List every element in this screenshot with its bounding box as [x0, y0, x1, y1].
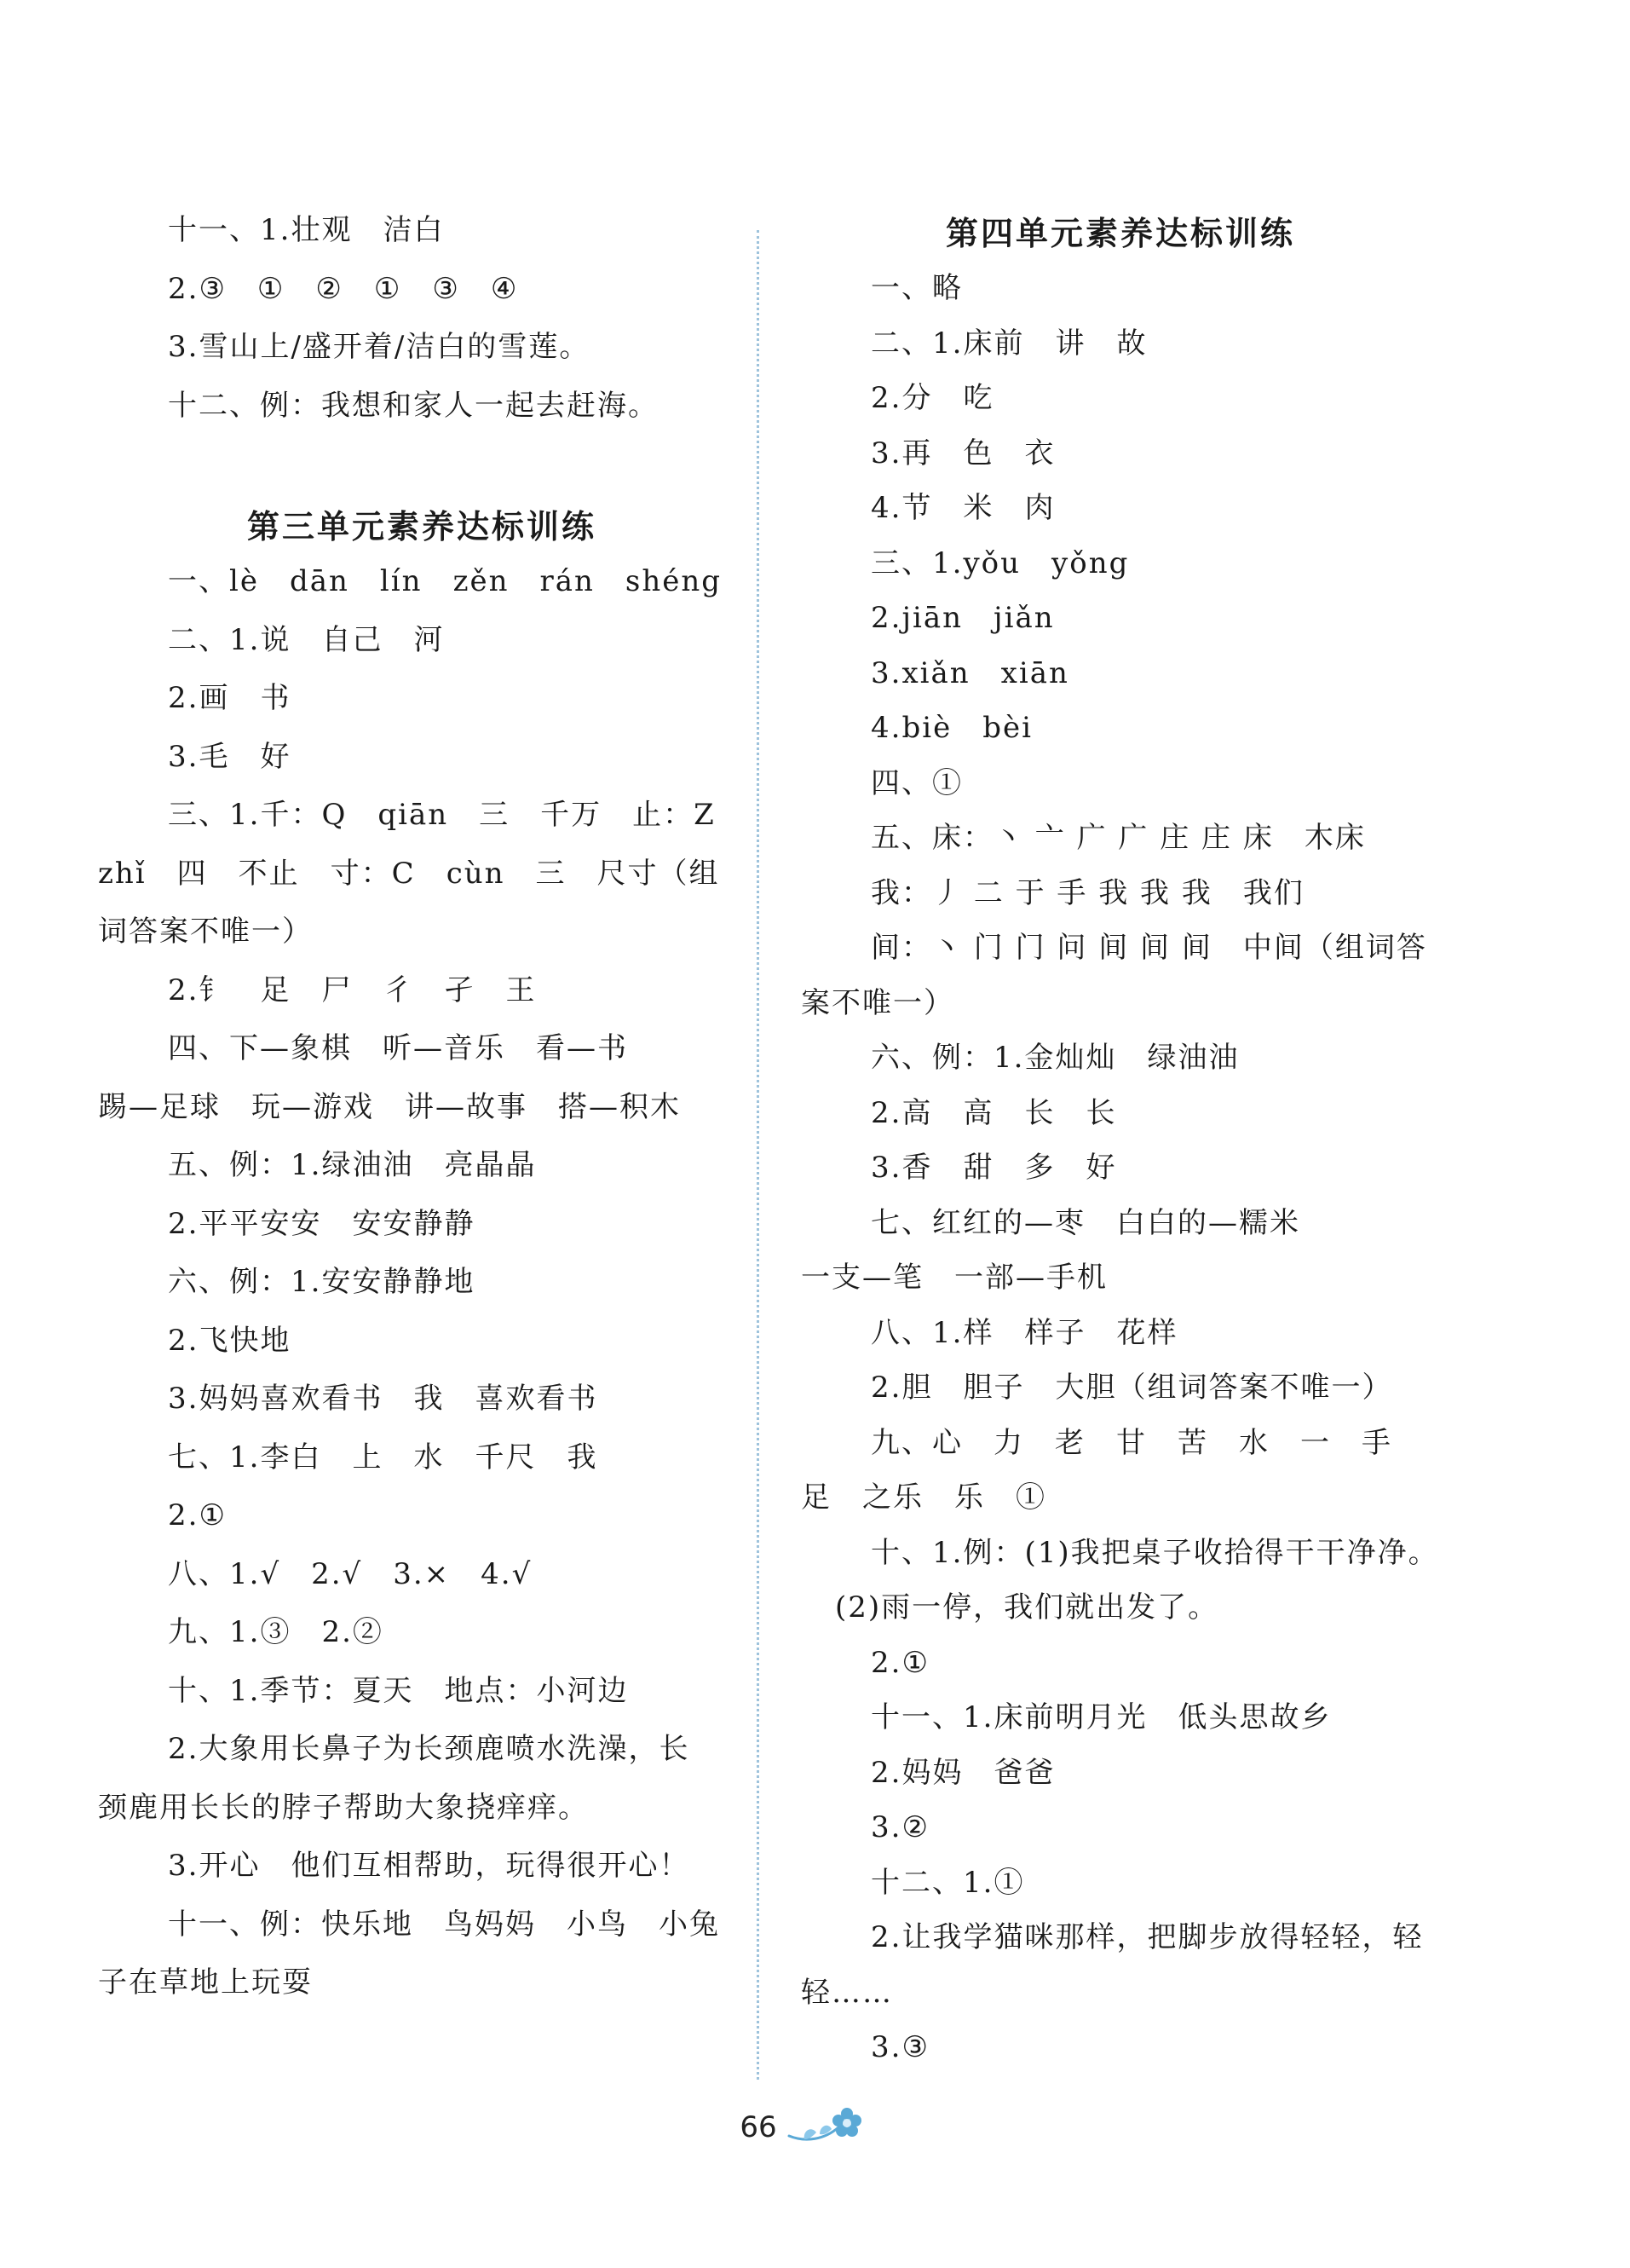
answer-line: 2.钅 足 尸 彳 孑 王 [168, 972, 537, 1007]
answer-line: 踢—足球 玩—游戏 讲—故事 搭—积木 [98, 1089, 681, 1124]
answer-line: 颈鹿用长长的脖子帮助大象挠痒痒。 [98, 1790, 589, 1825]
answer-line: 2.平平安安 安安静静 [168, 1206, 475, 1241]
answer-line: (2)雨一停，我们就出发了。 [835, 1590, 1219, 1625]
answer-line: 一、略 [871, 271, 963, 305]
answer-line: 四、① [871, 765, 963, 800]
answer-line: 十二、例：我想和家人一起去赶海。 [168, 388, 659, 423]
unit3-title: 第三单元素养达标训练 [246, 508, 596, 545]
answer-line: 二、1.床前 讲 故 [871, 326, 1148, 361]
unit4-title: 第四单元素养达标训练 [945, 215, 1295, 252]
answer-line: 十一、1.壮观 洁白 [168, 213, 445, 247]
answer-line: 一、lè dān lín zěn rán shéng [168, 564, 723, 598]
answer-line: 2.让我学猫咪那样，把脚步放得轻轻，轻 [871, 1920, 1424, 1954]
answer-line: 八、1.√ 2.√ 3.× 4.√ [168, 1556, 533, 1591]
answer-line: 词答案不唯一） [98, 915, 313, 949]
answer-line: 2.分 吃 [871, 381, 994, 415]
answer-line: 2.① [168, 1498, 227, 1532]
answer-line: 4.节 米 肉 [871, 491, 1056, 525]
answer-line: 3.毛 好 [168, 739, 291, 774]
answer-line: 4.biè bèi [871, 711, 1033, 745]
answer-line: 七、红红的—枣 白白的—糯米 [871, 1205, 1300, 1240]
left-column [98, 213, 746, 2024]
answer-line: 2.画 书 [168, 681, 291, 715]
answer-line: 2.胆 胆子 大胆（组词答案不唯一） [871, 1371, 1393, 1405]
answer-line: 足 之乐 乐 ① [801, 1480, 1046, 1515]
answer-line: 3.雪山上/盛开着/洁白的雪莲。 [168, 330, 590, 364]
answer-line: 八、1.样 样子 花样 [871, 1315, 1178, 1350]
answer-line: 2.jiān jiǎn [871, 601, 1055, 635]
answer-line: 2.大象用长鼻子为长颈鹿喷水洗澡，长 [168, 1732, 690, 1766]
answer-line: 三、1.千：Q qiān 三 千万 止：Z [168, 798, 716, 832]
page-number: 66 [740, 2110, 777, 2144]
answer-line: 2.妈妈 爸爸 [871, 1755, 1056, 1790]
answer-line: 七、1.李白 上 水 千尺 我 [168, 1440, 598, 1474]
divider-line [757, 230, 759, 2080]
answer-line: 六、例：1.金灿灿 绿油油 [871, 1041, 1240, 1075]
answer-line: 二、1.说 自己 河 [168, 622, 445, 657]
answer-line: 案不唯一） [801, 985, 954, 1020]
answer-line: 十二、1.① [871, 1865, 1025, 1900]
answer-line: 十、1.例：(1)我把桌子收拾得干干净净。 [871, 1535, 1439, 1570]
right-column [801, 213, 1440, 2086]
answer-line: 十一、1.床前明月光 低头思故乡 [871, 1700, 1332, 1734]
answer-line: 2.飞快地 [168, 1323, 291, 1358]
flower-ornament-icon [786, 2105, 867, 2148]
answer-line: 2.高 高 长 长 [871, 1095, 1117, 1130]
answer-line: 五、床：丶 亠 广 广 庄 庄 床 木床 [871, 821, 1366, 855]
answer-line: 轻…… [801, 1975, 893, 2010]
answer-line: 3.再 色 衣 [871, 436, 1056, 470]
answer-line: 十一、例：快乐地 鸟妈妈 小鸟 小兔 [168, 1907, 720, 1942]
answer-line: 子在草地上玩耍 [98, 1965, 313, 2000]
answer-line: 九、心 力 老 甘 苦 水 一 手 [871, 1425, 1392, 1460]
answer-line: 三、1.yǒu yǒng [871, 545, 1130, 580]
answer-line: 3.香 甜 多 好 [871, 1151, 1117, 1185]
answer-line: 2.③ ① ② ① ③ ④ [168, 271, 519, 306]
answer-line: 3.③ [871, 2030, 930, 2064]
answer-line: 一支—笔 一部—手机 [801, 1261, 1108, 1295]
answer-line: 3.② [871, 1810, 930, 1844]
answer-line: 六、例：1.安安静静地 [168, 1265, 475, 1299]
answer-line: 十、1.季节：夏天 地点：小河边 [168, 1673, 629, 1708]
answer-line: 我：丿 二 于 手 我 我 我 我们 [871, 875, 1305, 910]
answer-line: 2.① [871, 1645, 930, 1680]
answer-line: 间：丶 门 门 问 间 间 间 中间（组词答 [871, 931, 1427, 965]
answer-line: 3.开心 他们互相帮助，玩得很开心！ [168, 1849, 690, 1883]
answer-line: 九、1.③ 2.② [168, 1615, 383, 1649]
answer-line: zhǐ 四 不止 寸：C cùn 三 尺寸（组 [98, 856, 720, 891]
answer-line: 四、下—象棋 听—音乐 看—书 [168, 1031, 628, 1065]
answer-line: 3.xiǎn xiān [871, 655, 1069, 690]
answer-line: 3.妈妈喜欢看书 我 喜欢看书 [168, 1382, 598, 1416]
answer-line: 五、例：1.绿油油 亮晶晶 [168, 1148, 537, 1182]
